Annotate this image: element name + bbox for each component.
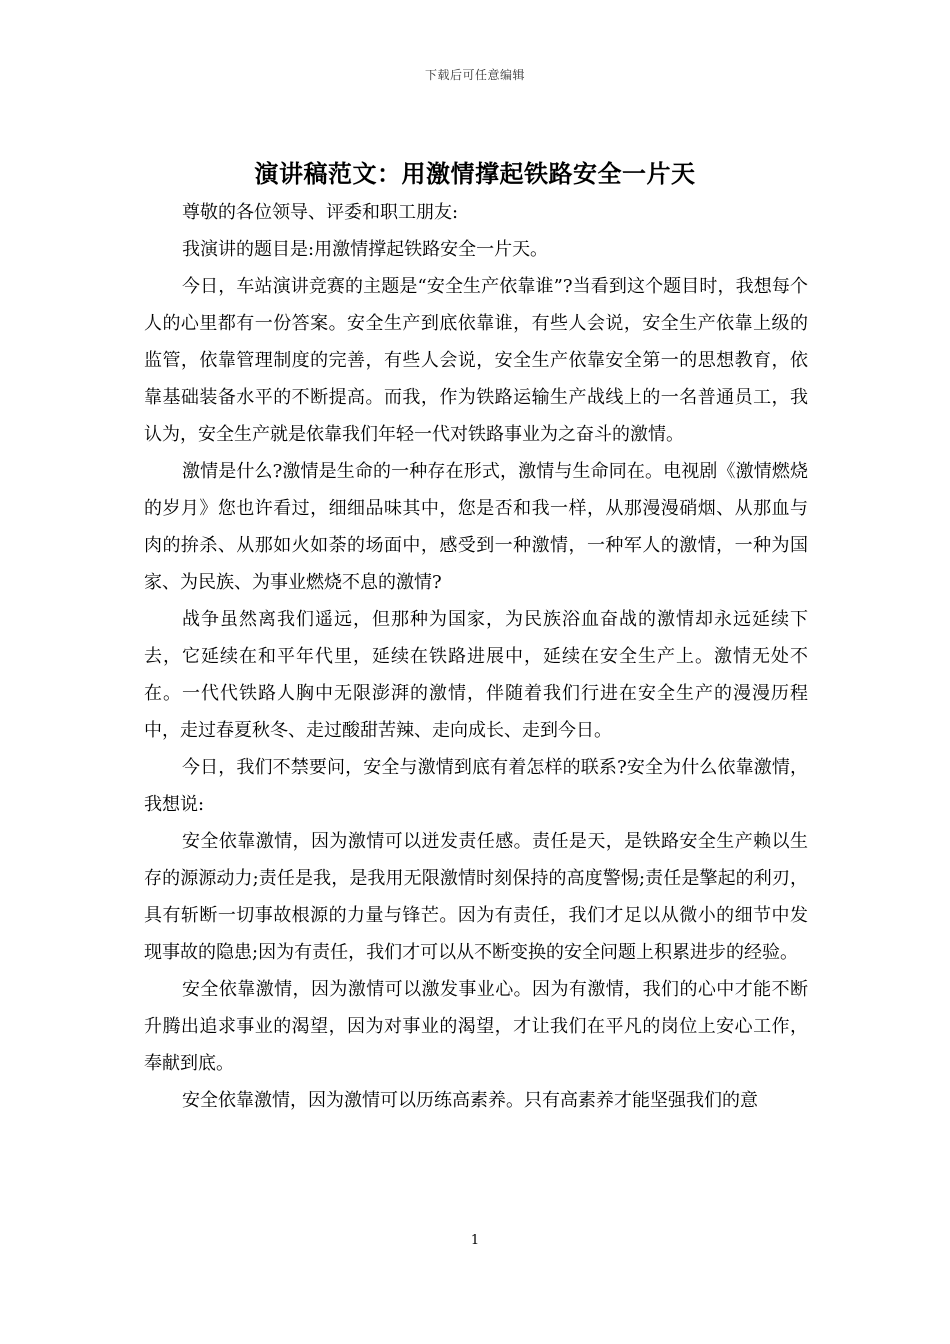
paragraph: 安全依靠激情，因为激情可以迸发责任感。责任是天，是铁路安全生产赖以生存的源源动力;责任是我，是我用无限激情时刻保持的高度警惕;责任是擎起的利刃，具有斩断一切事故根源的力量与锋芒。因为有责任，我们才足以从微小的细节中发现事故的隐患;因为有责任，我们才可以从不断变换的安全问题上积累进步的经验。 [144, 831, 808, 963]
document-body [144, 194, 808, 1119]
paragraph: 今日，我们不禁要问，安全与激情到底有着怎样的联系?安全为什么依靠激情，我想说: [144, 757, 808, 815]
paragraph: 激情是什么?激情是生命的一种存在形式，激情与生命同在。电视剧《激情燃烧的岁月》您也许看过，细细品味其中，您是否和我一样，从那漫漫硝烟、从那血与肉的拚杀、从那如火如荼的场面中，感受到一种激情，一种军人的激情，一种为国家、为民族、为事业燃烧不息的激情? [144, 461, 808, 593]
paragraph: 今日，车站演讲竞赛的主题是“安全生产依靠谁”?当看到这个题目时，我想每个人的心里都有一份答案。安全生产到底依靠谁，有些人会说，安全生产依靠上级的监管，依靠管理制度的完善，有些人会说，安全生产依靠安全第一的思想教育，依靠基础装备水平的不断提高。而我，作为铁路运输生产战线上的一名普通员工，我认为，安全生产就是依靠我们年轻一代对铁路事业为之奋斗的激情。 [144, 276, 808, 445]
paragraph: 我演讲的题目是:用激情撑起铁路安全一片天。 [182, 239, 549, 260]
header-note: 下载后可任意编辑 [424, 68, 525, 82]
paragraph: 战争虽然离我们遥远，但那种为国家，为民族浴血奋战的激情却永远延续下去，它延续在和平年代里，延续在铁路进展中，延续在安全生产上。激情无处不在。一代代铁路人胸中无限澎湃的激情，伴随着我们行进在安全生产的漫漫历程中，走过春夏秋冬、走过酸甜苦辣、走向成长、走到今日。 [144, 609, 808, 741]
paragraph: 尊敬的各位领导、评委和职工朋友: [182, 202, 459, 223]
page-number: 1 [470, 1233, 480, 1248]
document-title: 演讲稿范文：用激情撑起铁路安全一片天 [254, 159, 696, 188]
paragraph: 安全依靠激情，因为激情可以激发事业心。因为有激情，我们的心中才能不断升腾出追求事业的渴望，因为对事业的渴望，才让我们在平凡的岗位上安心工作，奉献到底。 [144, 979, 808, 1074]
paragraph: 安全依靠激情，因为激情可以历练高素养。只有高素养才能坚强我们的意 [182, 1090, 758, 1111]
